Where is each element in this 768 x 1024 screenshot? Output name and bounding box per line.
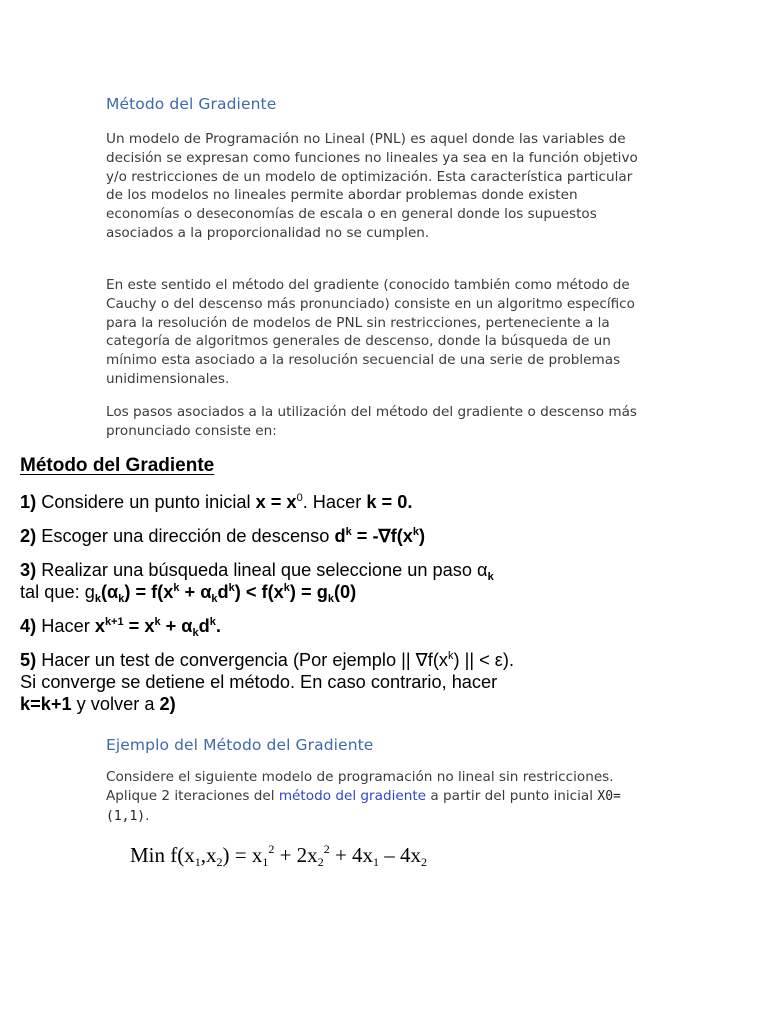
step-formula: ) < f(x [234, 582, 284, 602]
paragraph-example [106, 768, 651, 826]
step-number: 3) [20, 560, 37, 580]
formula-part: Min f(x [130, 843, 195, 867]
step-sup: 0 [296, 492, 303, 504]
paragraph-steps-intro [106, 403, 651, 441]
objective-function [130, 843, 427, 868]
step-formula: = x [123, 616, 155, 636]
paragraph-text: Un modelo de Programación no Lineal (PNL) es aquel donde las variables de decisión se expresan como funciones no lineales ya sea en la función objetivo y/o restricciones de un modelo de optimización. Esta característica particular de los modelos no lineales permite abordar problemas donde existen economías o deseconomías de escala o en general donde los supuestos asociados a la proporcionalidad no se cumplen. [106, 131, 638, 241]
step-text: Realizar una búsqueda lineal que seleccione un paso α [41, 560, 488, 580]
algorithm-step-1 [20, 491, 540, 513]
algorithm-step-3: 3) Realizar una búsqueda lineal que seleccione un paso $\alpha_k$ tal que: $g_k(\alpha_k) = f(x^k + \alpha_kd^k) < f(x^k) = g_k(0)$ [20, 560, 494, 605]
algorithm-step-2 [20, 525, 540, 547]
step-formula: d [334, 526, 346, 546]
formula-sub: 2 [421, 855, 428, 869]
step-sup: k+1 [104, 616, 124, 628]
step-formula: = -∇f(x [356, 526, 413, 546]
step-number: 1) [20, 492, 37, 512]
section-title: Método del Gradiente [106, 95, 277, 113]
step-number: 5) [20, 650, 37, 670]
method-link[interactable]: método del gradiente [278, 787, 427, 804]
formula-sub: 1 [194, 855, 201, 869]
step-text: Considere un punto inicial [41, 492, 251, 512]
paragraph-method [106, 276, 651, 389]
formula-sup: 2 [323, 842, 330, 856]
step-number: 2) [20, 526, 37, 546]
step-sup: k [345, 526, 352, 538]
step-formula: x = x [255, 492, 297, 512]
formula-part: + 4x [329, 843, 374, 867]
paragraph-text: . [145, 807, 150, 824]
step-text: tal que: g [20, 582, 95, 602]
step-formula: + α [160, 616, 193, 636]
step-text: . Hacer [302, 492, 362, 512]
step-formula: k = 0. [366, 492, 413, 512]
step-formula: + α [179, 582, 212, 602]
paragraph-text: En este sentido el método del gradiente (conocido también como método de Cauchy o del descenso más pronunciado) consiste en un algoritmo específico para la resolución de modelos de PNL sin restricciones, perteneciente a la categoría de algoritmos generales de descenso, donde la búsqueda de un mínimo esta asociado a la resolución secuencial de una serie de problemas unidimensionales. [106, 277, 635, 387]
step-formula: ) [419, 526, 426, 546]
formula-part: – 4x [379, 843, 422, 867]
algorithm-step-4: 4) Hacer $x^{k+1} = x^k + \alpha_kd^k$. [20, 616, 221, 639]
step-sub: k [487, 571, 494, 583]
step-text: Escoger una dirección de descenso [41, 526, 330, 546]
paragraph-text: Considere el siguiente modelo de programación no lineal sin restricciones. Aplique 2 iteraciones del [106, 769, 614, 804]
step-formula: k=k+1 [20, 694, 72, 714]
formula-part: + 2x [274, 843, 318, 867]
algorithm-box [20, 455, 540, 727]
step-formula: ) = g [289, 582, 328, 602]
formula-sub: 1 [373, 855, 380, 869]
formula-part: ) = x [222, 843, 263, 867]
step-text: y volver a [71, 694, 160, 714]
initial-point: X0=(1,1) [106, 788, 621, 824]
step-text: ) || < ε). [453, 650, 515, 670]
formula-part: ,x [200, 843, 217, 867]
step-text: Hacer [41, 616, 90, 636]
step-formula: x [94, 616, 105, 636]
step-formula: ) = f(x [124, 582, 174, 602]
algorithm-title: Método del Gradiente [20, 455, 215, 476]
example-title: Ejemplo del Método del Gradiente [106, 736, 374, 754]
paragraph-intro [106, 130, 651, 243]
step-formula: 2) [159, 694, 176, 714]
step-text: Hacer un test de convergencia (Por ejemplo || ∇f(x [41, 650, 449, 670]
paragraph-text: Los pasos asociados a la utilización del método del gradiente o descenso más pronunciado consiste en: [106, 404, 637, 439]
step-formula: (0) [333, 582, 357, 602]
step-sup: k [412, 526, 420, 538]
formula-sub: 1 [262, 855, 269, 869]
formula-sup: 2 [268, 842, 275, 856]
formula-sub: 2 [216, 855, 223, 869]
step-formula: . [215, 616, 221, 636]
paragraph-text: a partir del punto inicial [426, 787, 598, 804]
algorithm-step-5: 5) Hacer un test de convergencia (Por ejemplo || $\nabla f(x^k)$ || < ε). Si converge se detiene el método. En caso contrario, hacer k=k+1 y volver a 2) [20, 649, 540, 715]
step-text: Si converge se detiene el método. En caso contrario, hacer [20, 672, 498, 692]
formula-sub: 2 [317, 855, 324, 869]
step-number: 4) [20, 616, 37, 636]
step-formula: (α [100, 582, 119, 602]
